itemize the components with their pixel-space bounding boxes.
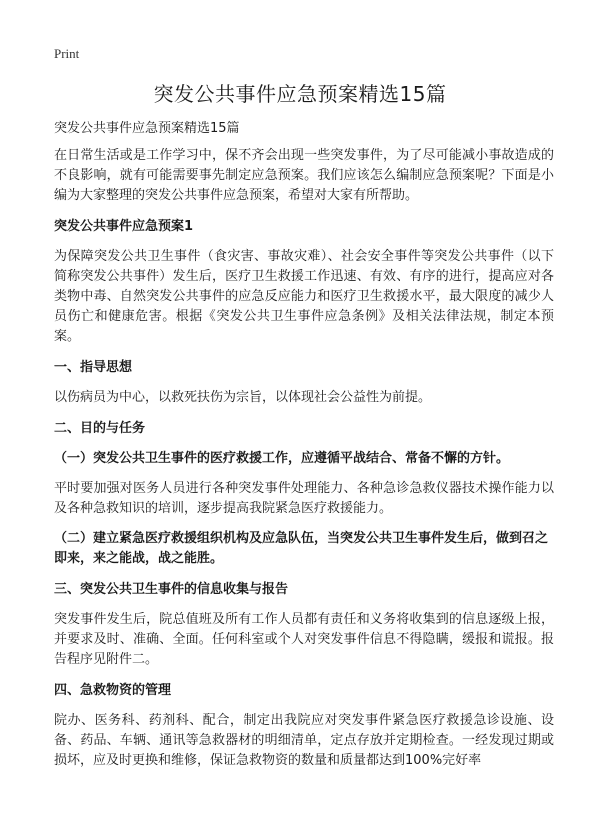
subheading-goal-1: （一）突发公共卫生事件的医疗救援工作，应遵循平战结合、常备不懈的方针。 bbox=[54, 451, 510, 466]
plan-1-paragraph: 为保障突发公共卫生事件（食灾害、事故灾难）、社会安全事件等突发公共事件（以下简称突发公共事件）发生后，医疗卫生救援工作迅速、有效、有序的进行，提高应对各类物中毒、自然突发公共事件的应急反应能力和医疗卫生救援水平，最大限度的减少人员伤亡和健康危害。根据《突发公共卫生事件应急条例》及相关法律法规，制定本预案。 bbox=[54, 249, 554, 344]
intro-paragraph: 在日常生活或是工作学习中，保不齐会出现一些突发事件，为了尽可能减小事故造成的不良影响，就有可能需要事先制定应急预案。我们应该怎么编制应急预案呢？下面是小编为大家整理的突发公共事件应急预案，希望对大家有所帮助。 bbox=[54, 148, 554, 203]
guiding-principle-paragraph: 以伤病员为中心，以救死扶伤为宗旨，以体现社会公益性为前提。 bbox=[54, 390, 432, 405]
heading-supplies-management: 四、急救物资的管理 bbox=[54, 683, 172, 698]
info-collection-paragraph: 突发事件发生后，院总值班及所有工作人员都有责任和义务将收集到的信息逐级上报，并要求及时、准确、全面。任何科室或个人对突发事件信息不得隐瞒，缓报和谎报。报告程序见附件二。 bbox=[54, 612, 554, 667]
subheading-goal-2: （二）建立紧急医疗救援组织机构及应急队伍，当突发公共卫生事件发生后，做到召之即来，来之能战，战之能胜。 bbox=[54, 531, 549, 566]
heading-goals-tasks: 二、目的与任务 bbox=[54, 421, 146, 436]
document-subtitle: 突发公共事件应急预案精选15篇 bbox=[54, 121, 240, 136]
supplies-management-paragraph: 院办、医务科、药剂科、配合，制定出我院应对突发事件紧急医疗救援急诊设施、设备、药品、车辆、通讯等急救器材的明细清单，定点存放并定期检查。一经发现过期或损坏，应及时更换和维修，保证急救物资的数量和质量都达到100%完好率 bbox=[54, 713, 554, 768]
heading-info-collection: 三、突发公共卫生事件的信息收集与报告 bbox=[54, 582, 289, 597]
document-title: 突发公共事件应急预案精选15篇 bbox=[153, 82, 447, 106]
section-heading-plan-1: 突发公共事件应急预案1 bbox=[54, 219, 194, 234]
heading-guiding-principle: 一、指导思想 bbox=[54, 360, 133, 375]
document-body bbox=[54, 118, 554, 781]
print-link[interactable]: Print bbox=[54, 46, 80, 61]
goal-1-paragraph: 平时要加强对医务人员进行各种突发事件处理能力、各种急诊急救仪器技术操作能力以及各种急救知识的培训，逐步提高我院紧急医疗救援能力。 bbox=[54, 481, 554, 516]
